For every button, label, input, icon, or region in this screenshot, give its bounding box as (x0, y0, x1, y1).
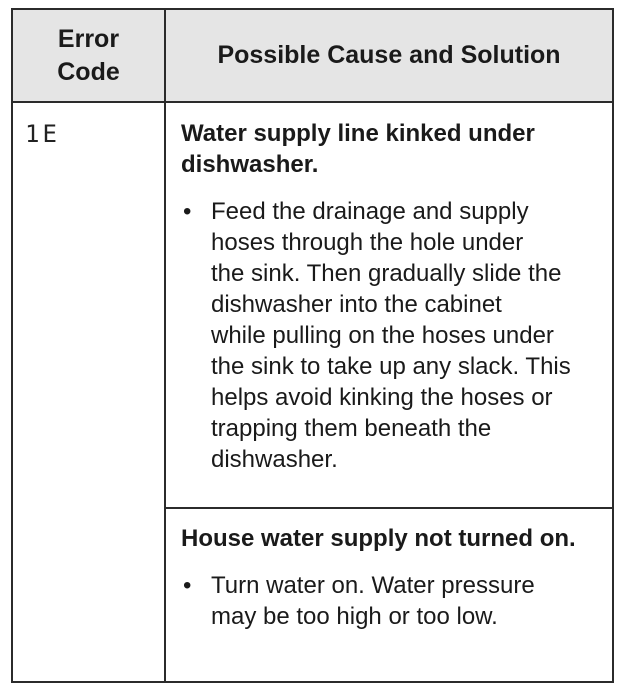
solution-item (181, 196, 601, 475)
solution-text: Feed the drainage and supply hoses through the hole under the sink. Then gradually slide the dishwasher into the cabinet while pulling on the hoses under the sink to take up any slack. This helps avoid kinking the hoses or trapping them beneath the dishwasher. (211, 198, 571, 473)
column-divider (164, 10, 166, 681)
solution-text: Turn water on. Water pressure may be too high or too low. (211, 572, 535, 630)
cause-title: House water supply not turned on. (181, 525, 576, 552)
header-possible-cause: Possible Cause and Solution (217, 41, 561, 69)
error-code-value: 1E (25, 120, 60, 148)
solution-item (181, 570, 601, 632)
table-header (13, 10, 612, 103)
header-error-code: Error Code (57, 24, 120, 86)
row-divider (166, 507, 612, 509)
cause-entry (181, 118, 601, 475)
cause-title: Water supply line kinked under dishwasher. (181, 120, 535, 178)
cause-entry (181, 523, 601, 632)
bullet-icon: • (183, 572, 192, 599)
error-code-table (11, 8, 614, 683)
bullet-icon: • (183, 198, 192, 225)
